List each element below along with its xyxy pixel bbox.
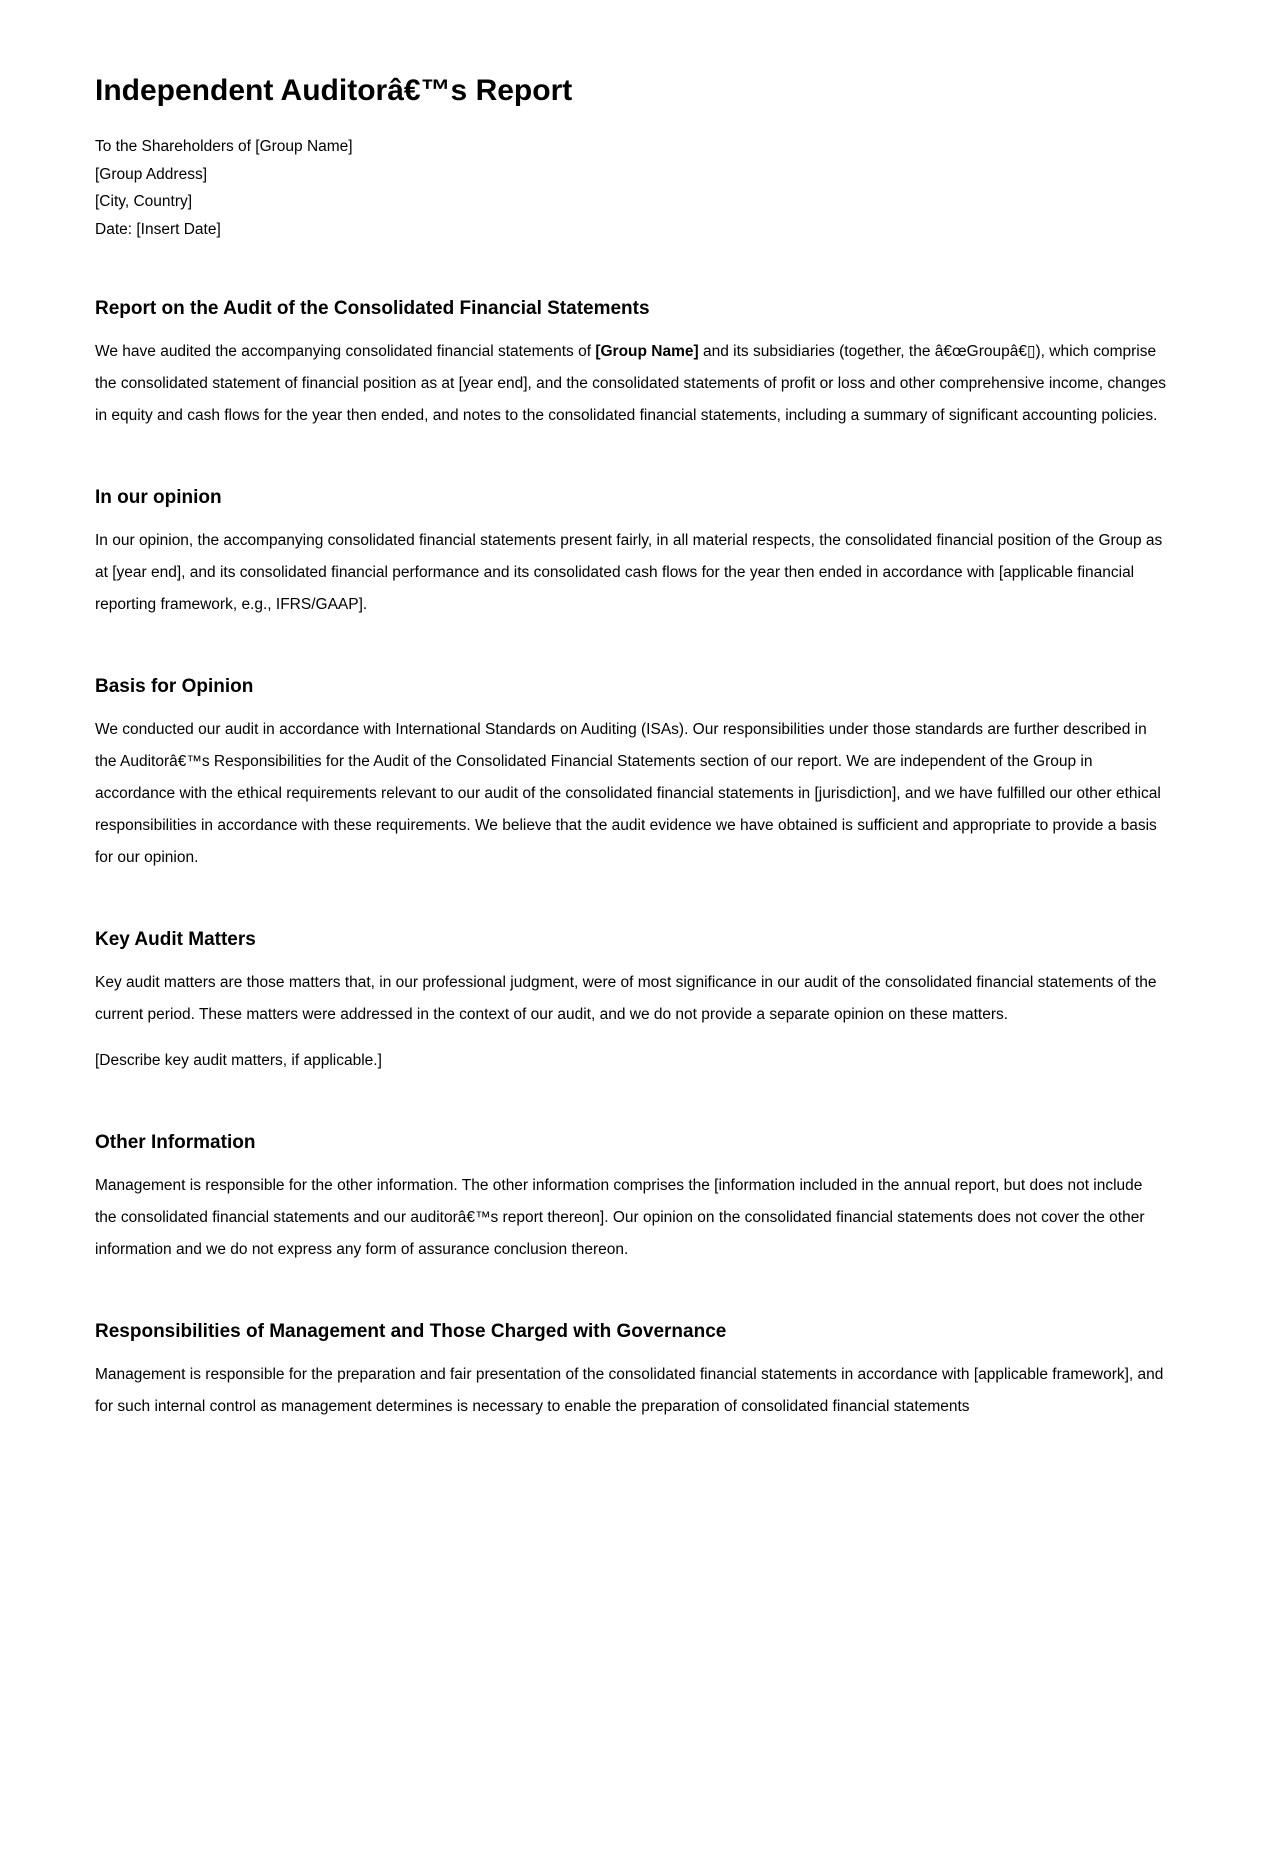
section-heading-report-on-audit: Report on the Audit of the Consolidated Financial Statements (95, 298, 650, 320)
section-heading-basis-for-opinion: Basis for Opinion (95, 676, 254, 698)
paragraph-key-audit-matters-placeholder: [Describe key audit matters, if applicable.] (95, 1052, 382, 1070)
section-in-our-opinion (95, 486, 1168, 621)
document-title: Independent Auditorâ€™s Report (95, 74, 573, 107)
section-basis-for-opinion (95, 675, 1168, 874)
paragraph-key-audit-matters: Key audit matters are those matters that, in our professional judgment, were of most significance in our audit of the consolidated financial statements of the current period. These matters were addressed in the context of our audit, and we do not provide a separate opinion on these matters. (95, 973, 1157, 1023)
recipient-line-date: Date: [Insert Date] (95, 220, 221, 238)
paragraph-audit-scope (95, 336, 1168, 432)
recipient-line-shareholders: To the Shareholders of [Group Name] (95, 138, 353, 155)
section-heading-in-our-opinion: In our opinion (95, 487, 222, 509)
paragraph-responsibilities-of-management: Management is responsible for the preparation and fair presentation of the consolidated financial statements in accordance with [applicable framework], and for such internal control as management determines is necessary to enable the preparation of consolidated financial statements (95, 1365, 1164, 1415)
paragraph-text: and its subsidiaries (together, the â€œGroupâ€▯), which comprise the consolidated statement of financial position as at [year end], and the consolidated statements of profit or loss and other comprehensive income, changes in equity and cash flows for the year then ended, and notes to the consolidated financial statements, including a summary of significant accounting policies. (95, 343, 1166, 425)
section-heading-other-information: Other Information (95, 1132, 256, 1154)
recipient-line-city-country: [City, Country] (95, 193, 193, 211)
group-name-placeholder: [Group Name] (595, 343, 699, 360)
paragraph-basis-for-opinion: We conducted our audit in accordance with International Standards on Auditing (ISAs). Our responsibilities under those standards are further described in the Auditorâ€™s Responsibilities for the Audit of the Consolidated Financial Statements section of our report. We are independent of the Group in accordance with the ethical requirements relevant to our audit of the consolidated financial statements in [jurisdiction], and we have fulfilled our other ethical responsibilities in accordance with these requirements. We believe that the audit evidence we have obtained is sufficient and appropriate to provide a basis for our opinion. (95, 720, 1161, 867)
paragraph-opinion: In our opinion, the accompanying consolidated financial statements present fairly, in all material respects, the consolidated financial position of the Group as at [year end], and its consolidated financial performance and its consolidated cash flows for the year then ended in accordance with [applicable financial reporting framework, e.g., IFRS/GAAP]. (95, 531, 1163, 614)
paragraph-other-information: Management is responsible for the other information. The other information comprises the [information included in the annual report, but does not include the consolidated financial statements and our auditorâ€™s report thereon]. Our opinion on the consolidated financial statements does not cover the other information and we do not express any form of assurance conclusion thereon. (95, 1176, 1145, 1258)
section-key-audit-matters (95, 928, 1168, 1077)
recipient-line-address: [Group Address] (95, 165, 208, 183)
section-responsibilities-of-management (95, 1320, 1168, 1423)
section-other-information (95, 1131, 1168, 1266)
section-heading-key-audit-matters: Key Audit Matters (95, 929, 256, 951)
section-heading-responsibilities-of-management: Responsibilities of Management and Those Charged with Governance (95, 1321, 727, 1343)
recipient-block (95, 133, 1168, 243)
paragraph-text: We have audited the accompanying consolidated financial statements of (95, 343, 596, 360)
section-report-on-audit (95, 297, 1168, 432)
